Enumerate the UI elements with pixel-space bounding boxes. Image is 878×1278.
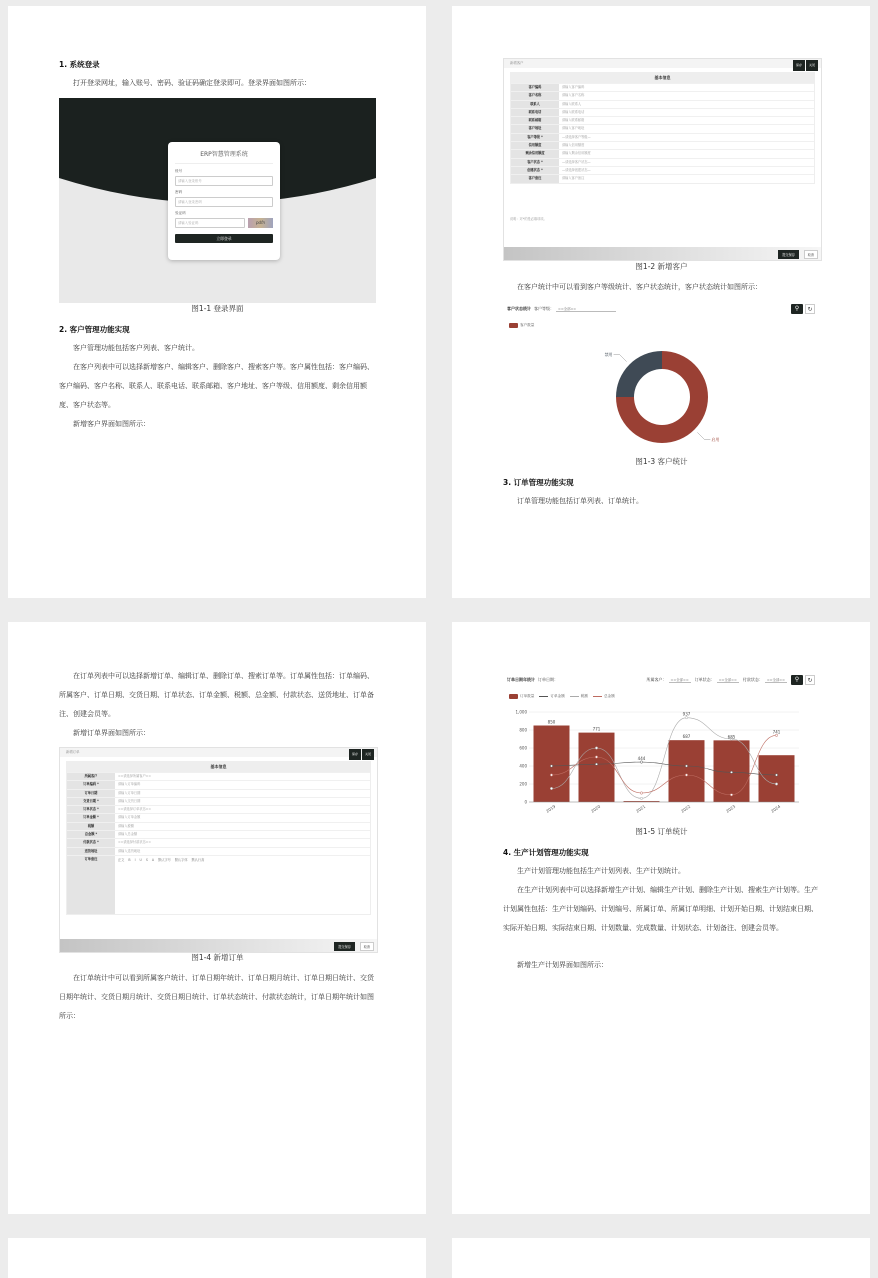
form-field-label: 创建状态 * xyxy=(511,167,559,174)
form-field-label: 总金额 * xyxy=(67,831,115,838)
login-button[interactable]: 立即登录 xyxy=(175,234,273,243)
data-label: 937 xyxy=(682,711,691,717)
document-page-6 xyxy=(452,1238,870,1278)
customer-level-select[interactable]: ==全部== xyxy=(556,306,616,312)
form-field-label: 付款状态 * xyxy=(67,839,115,846)
document-page-4 xyxy=(452,622,870,1214)
filter-title: 订单日期年统计 xyxy=(507,677,535,682)
captcha-image[interactable]: pdfn xyxy=(248,218,273,228)
y-tick-label: 800 xyxy=(519,727,527,733)
series-point[interactable] xyxy=(595,756,597,758)
form-row xyxy=(67,822,370,830)
editor-tool-button[interactable]: U xyxy=(139,857,142,862)
bar[interactable] xyxy=(759,755,795,802)
add-customer-screenshot xyxy=(503,58,822,261)
editor-label: 订单备注 xyxy=(67,856,115,914)
series-point[interactable] xyxy=(685,716,687,718)
search-icon[interactable]: ⚲ xyxy=(791,675,803,685)
form-field-input[interactable]: 请输入总金额 xyxy=(118,832,138,837)
form-field-input[interactable]: 请输入客户备注 xyxy=(562,176,585,181)
filter-label: 客户等级： xyxy=(534,306,554,311)
series-point[interactable] xyxy=(550,774,552,776)
cancel-button[interactable]: 取消 xyxy=(804,250,818,259)
form-field-input[interactable]: 请输入订单编码 xyxy=(118,782,141,787)
pie-label: 禁用 xyxy=(604,352,613,358)
section-heading-1: 1. 系统登录 xyxy=(59,60,100,69)
series-point[interactable] xyxy=(685,774,687,776)
paragraph: 在生产计划列表中可以选择新增生产计划、编辑生产计划、删除生产计划、搜索生产计划等。生产计划属性包括：生产计划编码、计划编号、所属订单、所属订单明细、计划开始日期、计划结束日期、实际开始日期、实际结束日期、计划数量、完成数量、计划状态、计划备注、创建会员等。 xyxy=(503,886,818,932)
form-field-label: 客户编码 xyxy=(511,84,559,91)
form-field-label: 客户名称 xyxy=(511,92,559,99)
bar[interactable] xyxy=(579,733,615,802)
data-label: 444 xyxy=(637,756,646,762)
form-field-label: 订单日期 xyxy=(67,790,115,797)
form-row xyxy=(511,133,814,141)
document-page-3 xyxy=(8,622,426,1214)
form-footer xyxy=(504,247,821,260)
cancel-button[interactable]: 取消 xyxy=(360,942,374,951)
editor-tool-button[interactable]: S xyxy=(145,857,148,862)
form-row xyxy=(511,141,814,149)
form-row xyxy=(67,830,370,838)
section-heading-3: 3. 订单管理功能实现 xyxy=(503,478,574,487)
form-topbar xyxy=(60,748,377,757)
form-field-input[interactable]: ==请选择所属客户== xyxy=(118,774,151,778)
y-tick-label: 200 xyxy=(519,781,527,787)
captcha-label: 验证码 xyxy=(175,211,186,215)
customer-status-donut-chart xyxy=(592,332,732,462)
legend-swatch xyxy=(570,696,579,697)
form-topbar-title: 新增客户 xyxy=(510,61,524,65)
editor-tool-button[interactable]: B xyxy=(128,857,131,862)
x-tick-label: 2019 xyxy=(545,803,557,814)
form-field-label: 订单编码 * xyxy=(67,781,115,788)
series-point[interactable] xyxy=(640,792,642,794)
y-tick-label: 1,000 xyxy=(515,709,527,715)
y-tick-label: 400 xyxy=(519,763,527,769)
form-field-input[interactable]: —请选择创建状态— xyxy=(562,167,591,172)
form-row xyxy=(511,166,814,174)
form-row xyxy=(511,100,814,108)
pie-label-line xyxy=(697,432,710,439)
payment-status-select[interactable]: ==全部== xyxy=(766,678,785,682)
chart-legend xyxy=(509,694,620,699)
form-row xyxy=(67,813,370,821)
data-label: 850 xyxy=(547,719,556,725)
legend-label: 税额 xyxy=(580,694,588,698)
x-tick-label: 2020 xyxy=(590,803,602,814)
x-tick-label: 2023 xyxy=(725,803,737,814)
form-row xyxy=(511,158,814,166)
form-field-label: 剩余信用额度 xyxy=(511,150,559,157)
data-label: 741 xyxy=(772,729,781,735)
form-field-input[interactable]: 请输入交货日期 xyxy=(118,798,141,803)
form-field-input[interactable]: 请输入信用额度 xyxy=(562,143,585,148)
form-top-buttons xyxy=(792,60,818,71)
top-close-button[interactable]: 关闭 xyxy=(362,749,374,760)
series-point[interactable] xyxy=(730,771,732,773)
bar[interactable] xyxy=(534,726,570,803)
form-field-input[interactable]: ==请选择订单状态== xyxy=(118,807,151,812)
customer-select[interactable]: ==全部== xyxy=(670,678,689,682)
form-row xyxy=(67,838,370,846)
refresh-icon[interactable]: ↻ xyxy=(805,304,815,314)
form-row xyxy=(67,780,370,788)
paragraph: 新增生产计划界面如图所示： xyxy=(517,961,608,969)
form-field-input[interactable]: 请输入联系邮箱 xyxy=(562,118,585,123)
form-field-label: 交货日期 * xyxy=(67,798,115,805)
captcha-input[interactable]: 请输入验证码 xyxy=(175,218,245,228)
section-heading-4: 4. 生产计划管理功能实现 xyxy=(503,848,589,857)
legend-label: 总金额 xyxy=(603,694,615,698)
password-input[interactable]: 请输入登录密码 xyxy=(175,197,273,207)
form-field-input[interactable]: 请输入联系电话 xyxy=(562,109,585,114)
form-field-label: 联系人 xyxy=(511,101,559,108)
login-card xyxy=(168,142,280,260)
form-field-label: 联系电话 xyxy=(511,109,559,116)
order-filter-bar xyxy=(507,675,815,685)
form-field-input[interactable]: 请输入剩余信用额度 xyxy=(562,151,591,156)
x-tick-label: 2024 xyxy=(770,803,782,814)
pie-label-line xyxy=(614,355,627,362)
form-field-label: 联系邮箱 xyxy=(511,117,559,124)
search-icon[interactable]: ⚲ xyxy=(791,304,803,314)
form-field-label: 订单状态 * xyxy=(67,806,115,813)
series-point[interactable] xyxy=(550,787,552,789)
form-field-label: 客户备注 xyxy=(511,175,559,182)
data-label: 771 xyxy=(592,726,601,732)
top-close-button[interactable]: 关闭 xyxy=(806,60,818,71)
form-field-input[interactable]: 请输入客户编码 xyxy=(562,85,585,89)
x-tick-label: 2022 xyxy=(680,803,692,814)
editor-tool-button[interactable]: 默认字号 xyxy=(158,857,171,862)
form-footer xyxy=(60,939,377,952)
form-field-input[interactable]: 请输入送货地址 xyxy=(118,848,141,853)
paragraph: 在客户统计中可以看到客户等级统计、客户状态统计，客户状态统计如图所示： xyxy=(517,283,762,291)
legend-label: 订单数量 xyxy=(520,694,535,698)
series-point[interactable] xyxy=(640,761,642,763)
series-point[interactable] xyxy=(775,734,777,736)
order-year-chart xyxy=(507,706,817,816)
y-tick-label: 600 xyxy=(519,745,527,751)
form-field-input[interactable]: 请输入联系人 xyxy=(562,101,582,106)
form-field-label: 所属客户 xyxy=(67,773,115,780)
form-topbar-title: 新增订单 xyxy=(66,750,80,754)
form-row xyxy=(511,108,814,116)
form-field-label: 客户等级 * xyxy=(511,134,559,141)
editor-tool-button[interactable]: 默认字体 xyxy=(174,857,188,862)
form-row xyxy=(511,149,814,157)
form-panel xyxy=(510,72,815,184)
section-heading-2: 2. 客户管理功能实现 xyxy=(59,325,130,334)
customer-filter-bar xyxy=(507,304,815,314)
legend-swatch xyxy=(509,694,518,699)
series-point[interactable] xyxy=(595,763,597,765)
form-field-label: 客户状态 * xyxy=(511,159,559,166)
paragraph: 客户管理功能包括客户列表、客户统计。 xyxy=(73,344,199,352)
form-section-title: 基本信息 xyxy=(511,73,814,83)
account-input[interactable]: 请输入登录账号 xyxy=(175,176,273,186)
series-point[interactable] xyxy=(685,765,687,767)
filter-label: 所属客户： xyxy=(646,677,667,682)
form-field-input[interactable]: 请输入订单金额 xyxy=(118,815,141,820)
x-tick-label: 2021 xyxy=(635,803,647,814)
password-label: 密码 xyxy=(175,190,183,194)
form-field-label: 税额 xyxy=(67,823,115,830)
paragraph: 新增客户界面如图所示： xyxy=(73,420,150,428)
form-field-input[interactable]: —请选择客户等级— xyxy=(562,134,591,139)
order-remark-editor-row xyxy=(67,855,370,914)
editor-tool-button[interactable]: A xyxy=(151,857,155,862)
form-field-input[interactable]: 请输入客户名称 xyxy=(562,93,585,98)
legend-label: 客户数量 xyxy=(520,323,535,327)
data-label: 685 xyxy=(727,734,736,740)
legend-swatch xyxy=(509,323,518,328)
legend-swatch xyxy=(539,696,548,697)
form-row xyxy=(67,805,370,813)
paragraph: 在订单统计中可以看到所属客户统计、订单日期年统计、订单日期月统计、订单日期日统计、交货日期年统计、交货日期月统计、交货日期日统计、订单状态统计、付款状态统计，订单日期年统计如图所示： xyxy=(59,974,374,1020)
bar[interactable] xyxy=(669,740,705,802)
form-field-label: 信用额度 xyxy=(511,142,559,149)
series-point[interactable] xyxy=(550,765,552,767)
form-field-input[interactable]: 请输入订单日期 xyxy=(118,790,141,795)
form-field-input[interactable]: ==请选择付款状态== xyxy=(118,840,151,845)
paragraph: 生产计划管理功能包括生产计划列表、生产计划统计。 xyxy=(517,867,685,875)
form-row xyxy=(511,124,814,132)
paragraph: 在订单列表中可以选择新增订单、编辑订单、删除订单、搜索订单等。订单属性包括：订单编码、所属客户、订单日期、交货日期、订单状态、订单金额、税额、总金额、付款状态、送货地址、订单备注、创建会员等。 xyxy=(59,672,374,718)
paragraph: 在客户列表中可以选择新增客户、编辑客户、删除客户、搜索客户等。客户属性包括：客户编码、客户编码、客户名称、联系人、联系电话、联系邮箱、客户地址、客户等级、信用额度、剩余信用额度、客户状态等。 xyxy=(59,363,374,409)
paragraph: 订单管理功能包括订单列表、订单统计。 xyxy=(517,497,643,505)
form-topbar xyxy=(504,59,821,68)
pie-label: 启用 xyxy=(711,436,720,442)
filter-sub: 订单日期： xyxy=(538,677,558,682)
series-point[interactable] xyxy=(595,747,597,749)
form-row xyxy=(511,116,814,124)
document-page-5 xyxy=(8,1238,426,1278)
paragraph: 新增订单界面如图所示： xyxy=(73,729,150,737)
figure-caption: 图1-3 客户统计 xyxy=(635,457,688,466)
order-status-select[interactable]: ==全部== xyxy=(718,678,737,682)
form-field-label: 客户地址 xyxy=(511,125,559,132)
editor-tool-button[interactable]: I xyxy=(134,857,136,862)
filter-label: 付款状态： xyxy=(742,677,763,682)
top-save-button[interactable]: 保存 xyxy=(349,749,361,760)
login-screenshot xyxy=(59,98,376,303)
figure-caption: 图1-4 新增订单 xyxy=(191,953,244,962)
refresh-icon[interactable]: ↻ xyxy=(805,675,815,685)
editor-toolbar xyxy=(118,857,370,864)
form-row xyxy=(67,789,370,797)
figure-caption: 图1-2 新增客户 xyxy=(635,262,688,271)
login-title: ERP智慧管理系统 xyxy=(200,151,248,158)
legend-swatch xyxy=(593,696,602,697)
submit-save-button[interactable]: 提交保存 xyxy=(334,942,355,951)
form-row xyxy=(511,91,814,99)
figure-caption: 图1-1 登录界面 xyxy=(191,304,244,313)
paragraph: 打开登录网址，输入账号、密码、验证码确定登录即可。登录界面如图所示： xyxy=(73,79,311,87)
form-row xyxy=(511,83,814,91)
document-page-2 xyxy=(452,6,870,598)
editor-tool-button[interactable]: 正文 xyxy=(118,857,125,862)
add-order-screenshot xyxy=(59,747,378,953)
figure-caption: 图1-5 订单统计 xyxy=(635,827,688,836)
submit-save-button[interactable]: 提交保存 xyxy=(778,250,799,259)
data-label: 687 xyxy=(682,734,691,740)
series-point[interactable] xyxy=(775,783,777,785)
series-point[interactable] xyxy=(775,774,777,776)
form-field-label: 订单金额 * xyxy=(67,814,115,821)
form-row xyxy=(67,772,370,780)
form-row xyxy=(67,847,370,855)
form-note: 说明：对*的是必填项项。 xyxy=(510,217,547,221)
form-top-buttons xyxy=(348,749,374,760)
series-point[interactable] xyxy=(640,797,642,799)
form-panel xyxy=(66,761,371,915)
form-field-label: 送货地址 xyxy=(67,848,115,855)
form-field-input[interactable]: 请输入税额 xyxy=(118,823,134,828)
form-field-input[interactable]: —请选择客户状态— xyxy=(562,159,591,164)
account-label: 账号 xyxy=(175,169,183,173)
rich-text-editor[interactable] xyxy=(115,856,370,914)
form-field-input[interactable]: 请输入客户地址 xyxy=(562,126,585,131)
form-row xyxy=(67,797,370,805)
y-tick-label: 0 xyxy=(524,799,527,805)
form-section-title: 基本信息 xyxy=(67,762,370,772)
document-page-1 xyxy=(8,6,426,598)
filter-title: 客户状态统计 xyxy=(507,306,531,311)
series-point[interactable] xyxy=(730,794,732,796)
editor-tool-button[interactable]: 默认行高 xyxy=(191,857,205,862)
legend-label: 订单金额 xyxy=(550,694,565,698)
form-row xyxy=(511,174,814,182)
top-save-button[interactable]: 保存 xyxy=(793,60,805,71)
filter-label: 订单状态： xyxy=(694,677,715,682)
chart-legend xyxy=(509,323,534,328)
